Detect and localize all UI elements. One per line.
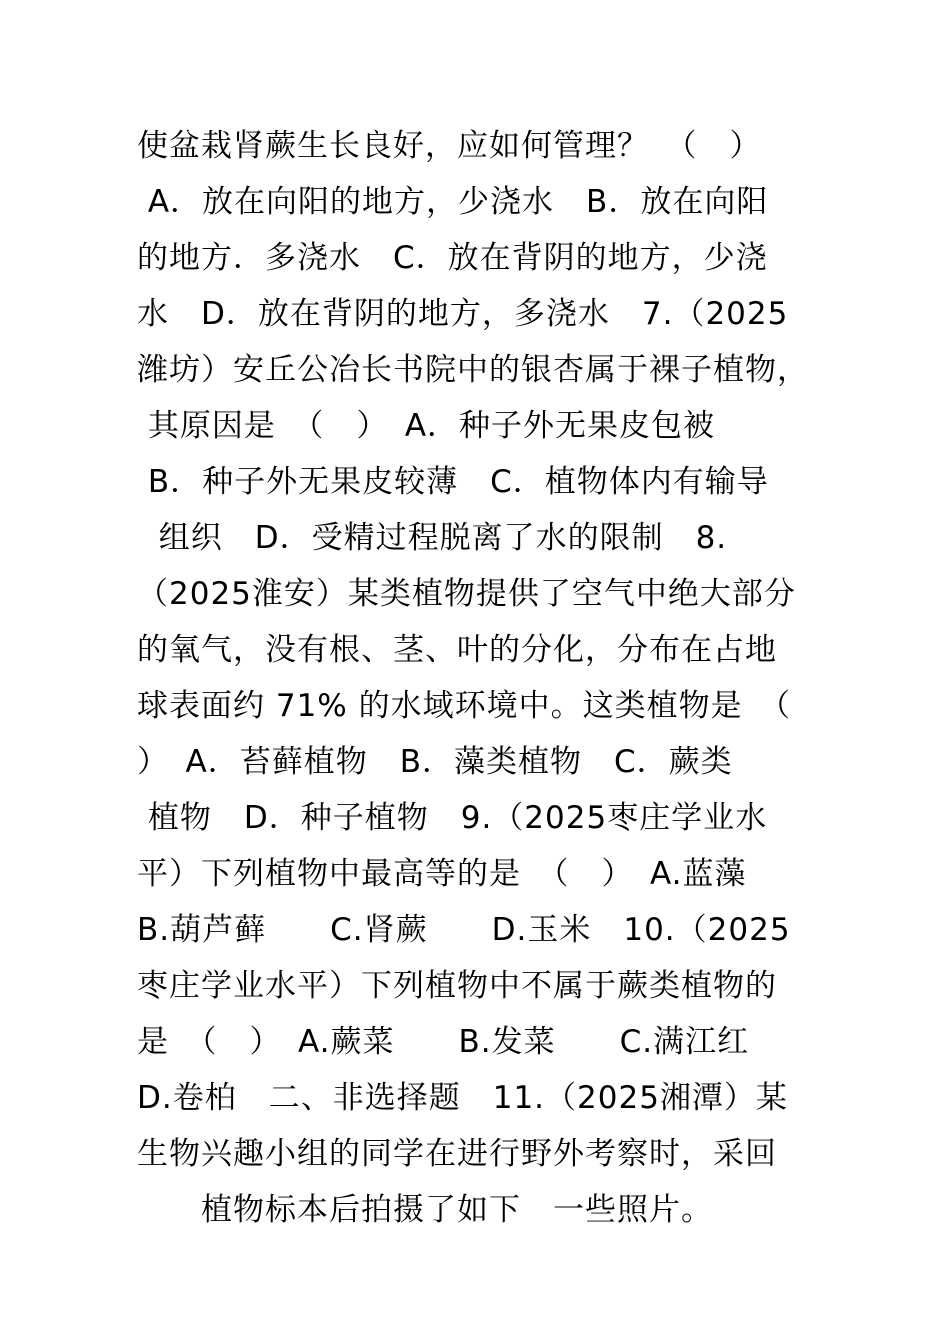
text-line-10: 的氧气，没有根、茎、叶的分化，分布在占地: [137, 632, 777, 668]
text-line-11: 球表面约 71% 的水域环境中。这类植物是 （: [137, 688, 792, 724]
text-line-15: B.葫芦藓 C.肾蕨 D.玉米 10.（2025: [137, 912, 791, 948]
text-line-13: 植物 D．种子植物 9.（2025枣庄学业水: [137, 800, 768, 836]
text-line-16: 枣庄学业水平）下列植物中不属于蕨类植物的: [137, 968, 777, 1004]
text-line-3: 的地方．多浇水 C．放在背阴的地方，少浇: [137, 240, 768, 276]
text-line-6: 其原因是 （ ） A．种子外无果皮包被: [137, 408, 716, 444]
text-line-8: 组织 D．受精过程脱离了水的限制 8.: [137, 520, 728, 556]
text-line-2: A．放在向阳的地方，少浇水 B．放在向阳: [137, 184, 769, 220]
text-line-9: （2025淮安）某类植物提供了空气中绝大部分: [137, 576, 796, 612]
text-line-1: 使盆栽肾蕨生长良好，应如何管理？ （ ）: [137, 128, 762, 164]
text-line-18: D.卷柏 二、非选择题 11.（2025湘潭）某: [137, 1080, 788, 1116]
text-line-17: 是 （ ） A.蕨菜 B.发菜 C.满江红: [137, 1024, 750, 1060]
text-line-7: B．种子外无果皮较薄 C．植物体内有输导: [137, 464, 769, 500]
text-line-20: 植物标本后拍摄了如下 一些照片。: [137, 1192, 713, 1228]
text-line-4: 水 D．放在背阴的地方，多浇水 7.（2025: [137, 296, 789, 332]
text-line-12: ） A．苔藓植物 B．藻类植物 C．蕨类: [137, 744, 733, 780]
text-line-14: 平）下列植物中最高等的是 （ ） A.蓝藻: [137, 856, 747, 892]
text-line-5: 潍坊）安丘公冶长书院中的银杏属于裸子植物，: [137, 352, 809, 388]
text-line-19: 生物兴趣小组的同学在进行野外考察时，采回: [137, 1136, 777, 1172]
